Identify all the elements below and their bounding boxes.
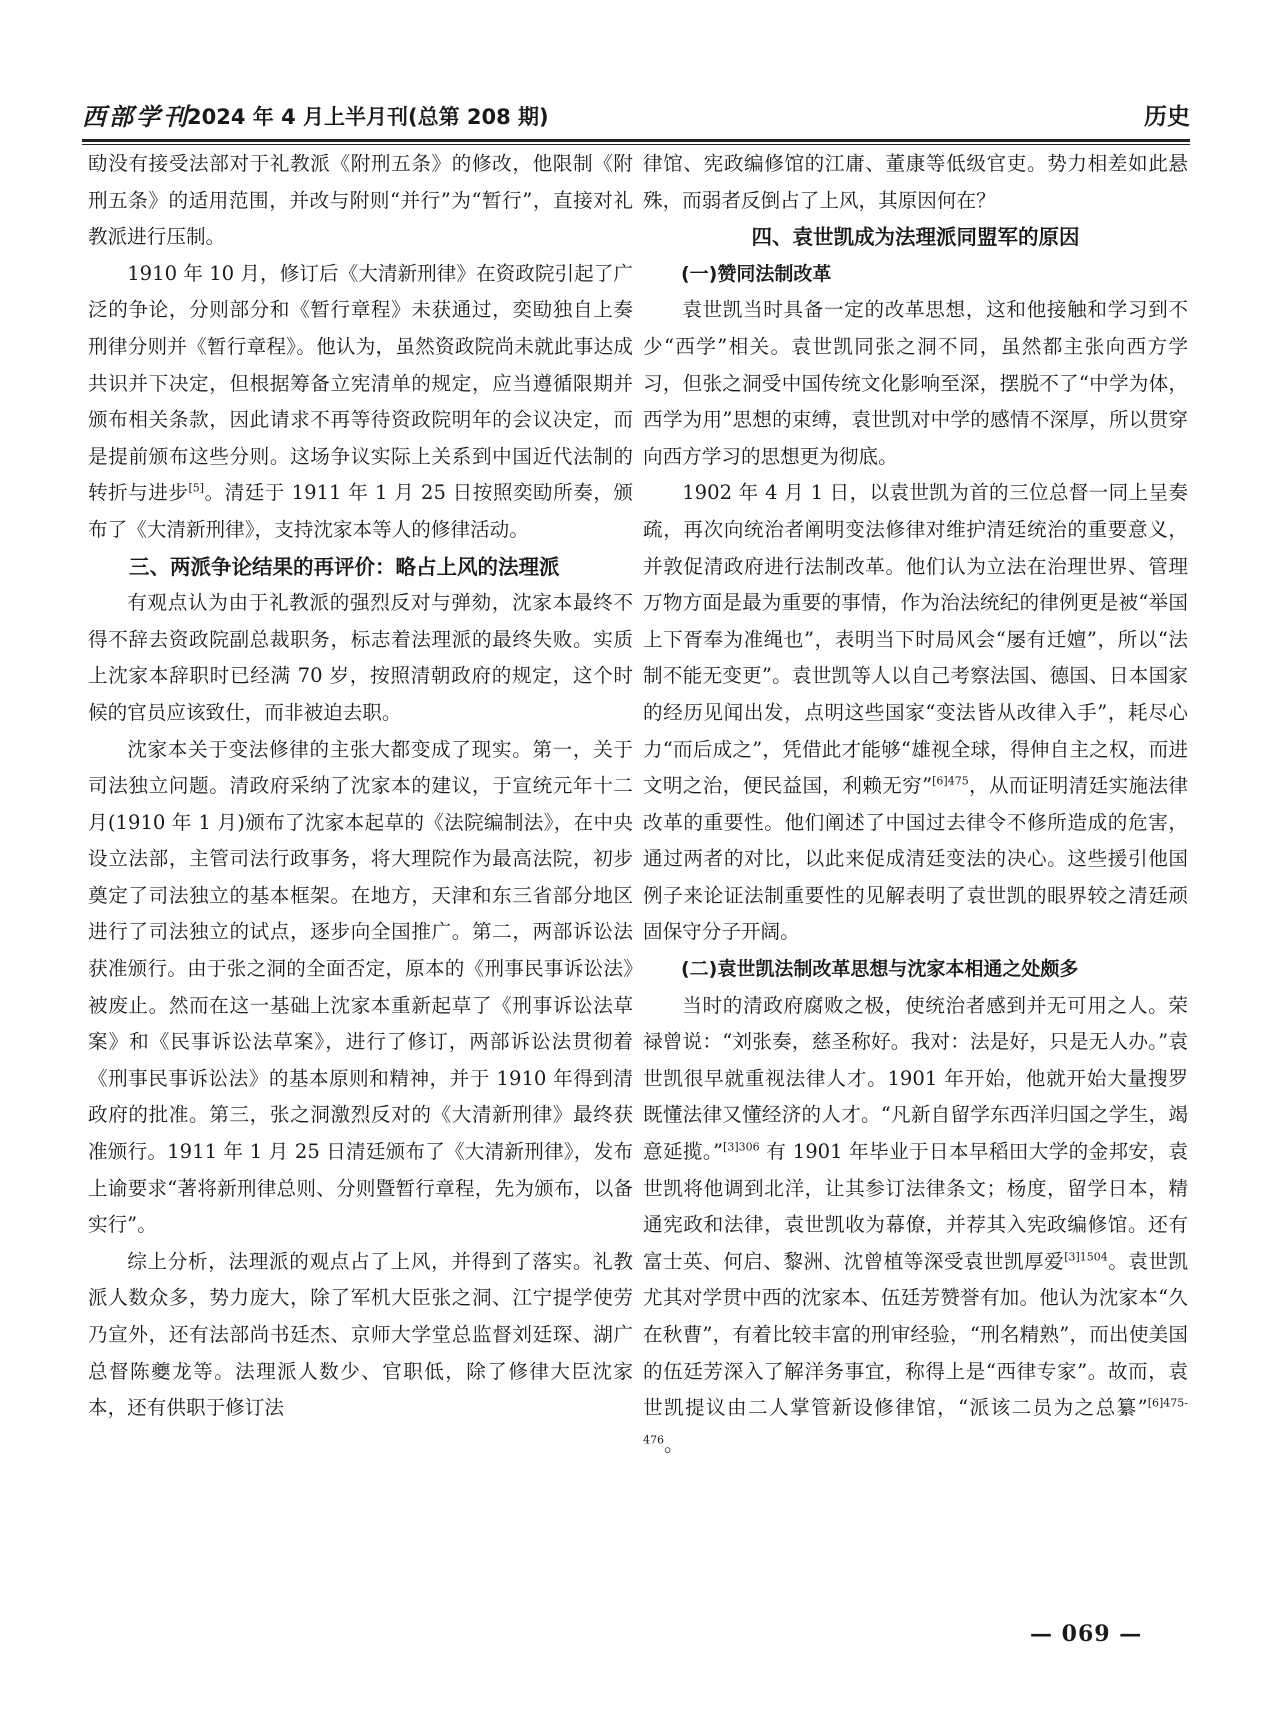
citation: [3]306 — [723, 1140, 760, 1154]
paragraph: 有观点认为由于礼教派的强烈反对与弹劾，沈家本最终不得不辞去资政院副总裁职务，标志着法理派的最终失败。实质上沈家本辞职时已经满 70 岁，按照清朝政府的规定，这个时候的官员应该致仕，而非被迫去职。 — [88, 591, 633, 724]
citation: [6]475-476 — [643, 1396, 1188, 1447]
right-column — [643, 146, 1188, 1463]
issue-info: 2024 年 4 月上半月刊(总第 208 期) — [187, 105, 549, 129]
paragraph: 1910 年 10 月，修订后《大清新刑律》在资政院引起了广泛的争论，分则部分和《暂行章程》未获通过，奕劻独自上奏刑律分则并《暂行章程》。他认为，虽然资政院尚未就此事达成共识并下决定，但根据筹备立宪清单的规定，应当遵循限期并颁布相关条款，因此请求不再等待资政院明年的会议决定，而是提前颁布这些分则。这场争议实际上关系到中国近代法制的转折与进步[5]。清廷于 1911 年 1 月 25 日按照奕劻所奏，颁布了《大清新刑律》，支持沈家本等人的修律活动。 — [88, 261, 633, 541]
citation: [5] — [188, 481, 205, 495]
header-rule — [82, 139, 1190, 142]
section-label: 历史 — [1144, 104, 1190, 130]
citation: [6]475 — [932, 774, 969, 788]
paragraph: 劻没有接受法部对于礼教派《附刑五条》的修改，他限制《附刑五条》的适用范围，并改与附则“并行”为“暂行”，直接对礼教派进行压制。 — [88, 152, 633, 249]
paragraph: 当时的清政府腐败之极，使统治者感到并无可用之人。荣禄曾说：“刘张奏，慈圣称好。我对：法是好，只是无人办。”袁世凯很早就重视法律人才。1901 年开始，他就开始大量搜罗既懂法律又懂经济的人才。“凡新自留学东西洋归国之学生，竭意延揽。”$^{[3]306}$ 有 1901 年毕业于日本早稻田大学的金邦安，袁世凯将他调到北洋，让其参订法律条文；杨度，留学日本，精通宪政和法律，袁世凯收为幕僚，并荐其入宪政编修馆。还有富士英、何启、黎洲、沈曾植等深受袁世凯厚爱$^{[3]1504}$。袁世凯尤其对学贯中西的沈家本、伍廷芳赞誉有加。他认为沈家本“久在秋曹”，有着比较丰富的刑审经验，“刑名精熟”，而出使美国的伍廷芳深入了解洋务事宜，称得上是“西律专家”。故而，袁世凯提议由二人掌管新设修律馆，“派该二员为之总纂”$^{[6]475-476}$。 — [643, 993, 1189, 1456]
header-rule-thin — [82, 144, 1190, 145]
paragraph: 综上分析，法理派的观点占了上风，并得到了落实。礼教派人数众多，势力庞大，除了军机大臣张之洞、江宁提学使劳乃宣外，还有法部尚书廷杰、京师大学堂总监督刘廷琛、湖广总督陈夔龙等。法理派人数少、官职低，除了修律大臣沈家本，还有供职于修订法 — [88, 1249, 633, 1420]
paragraph: 沈家本关于变法修律的主张大都变成了现实。第一，关于司法独立问题。清政府采纳了沈家本的建议，于宣统元年十二月(1910 年 1 月)颁布了沈家本起草的《法院编制法》，在中央设立法部，主管司法行政事务，将大理院作为最高法院，初步奠定了司法独立的基本框架。在地方，天津和东三省部分地区进行了司法独立的试点，逐步向全国推广。第二，两部诉讼法获准颁行。由于张之洞的全面否定，原本的《刑事民事诉讼法》被废止。然而在这一基础上沈家本重新起草了《刑事诉讼法草案》和《民事诉讼法草案》，进行了修订，两部诉讼法贯彻着《刑事民事诉讼法》的基本原则和精神，并于 1910 年得到清政府的批准。第三，张之洞激烈反对的《大清新刑律》最终获准颁行。1911 年 1 月 25 日清廷颁布了《大清新刑律》，发布上谕要求“著将新刑律总则、分则暨暂行章程，先为颁布，以备实行”。 — [88, 737, 633, 1237]
paragraph: 袁世凯当时具备一定的改革思想，这和他接触和学习到不少“西学”相关。袁世凯同张之洞不同，虽然都主张向西方学习，但张之洞受中国传统文化影响至深，摆脱不了“中学为体，西学为用”思想的束缚，袁世凯对中学的感情不深厚，所以贯穿向西方学习的思想更为彻底。 — [643, 298, 1188, 468]
page-number: — 069 — — [1030, 1621, 1143, 1647]
running-header — [82, 96, 1190, 138]
paragraph: 律馆、宪政编修馆的江庸、董康等低级官吏。势力相差如此悬殊，而弱者反倒占了上风，其原因何在？ — [643, 152, 1188, 212]
journal-logo: 西部学刊 — [82, 102, 190, 131]
left-column — [88, 146, 633, 1427]
paragraph: 1902 年 4 月 1 日，以袁世凯为首的三位总督一同上呈奏疏，再次向统治者阐明变法修律对维护清廷统治的重要意义，并敦促清政府进行法制改革。他们认为立法在治理世界、管理万物方面是最为重要的事情，作为治法统纪的律例更是被“举国上下胥奉为准绳也”，表明当下时局风会“屡有迁嬗”，所以“法制不能无变更”。袁世凯等人以自己考察法国、德国、日本国家的经历见闻出发，点明这些国家“变法皆从改律入手”，耗尽心力“而后成之”，凭借此才能够“雄视全球，得伸自主之权，而进文明之治，便民益国，利赖无穷”$^{[6]475}$，从而证明清廷实施法律改革的重要性。他们阐述了中国过去律令不修所造成的危害，通过两者的对比，以此来促成清廷变法的决心。这些援引他国例子来论证法制重要性的见解表明了袁世凯的眼界较之清廷顽固保守分子开阔。 — [643, 481, 1188, 944]
subheading-1: (一)赞同法制改革 — [681, 262, 832, 285]
section-heading-3: 三、两派争论结果的再评价：略占上风的法理派 — [129, 554, 560, 579]
section-heading-4: 四、袁世凯成为法理派同盟军的原因 — [751, 225, 1080, 250]
citation: [3]1504 — [1064, 1250, 1108, 1264]
subheading-2: (二)袁世凯法制改革思想与沈家本相通之处颇多 — [681, 958, 1079, 981]
